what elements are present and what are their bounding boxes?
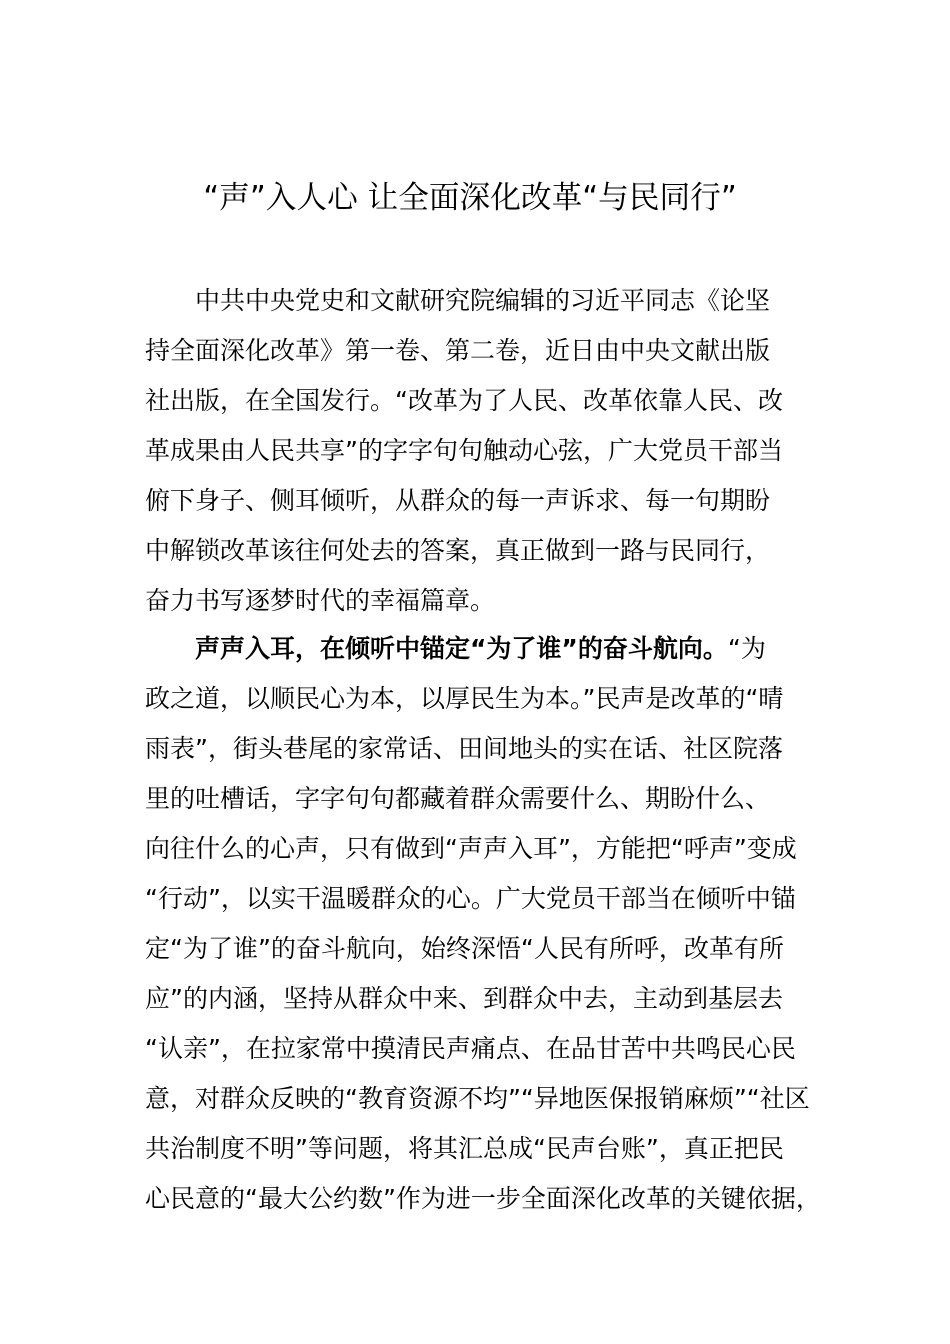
paragraph-2-line: 定“为了谁”的奋斗航向，始终深悟“人民有所呼，改革有所: [145, 934, 784, 963]
paragraph-1-line: 中共中央党史和文献研究院编辑的习近平同志《论坚: [195, 286, 771, 315]
paragraph-2-line: 应”的内涵，坚持从群众中来、到群众中去，主动到基层去: [145, 984, 783, 1013]
paragraph-2-line: 政之道，以顺民心为本，以厚民生为本。”民声是改革的“晴: [145, 684, 784, 713]
document-title: “声”入人心 让全面深化改革“与民同行”: [203, 180, 737, 216]
paragraph-1-line: 革成果由人民共享”的字字句句触动心弦，广大党员干部当: [145, 436, 783, 465]
paragraph-2-lead-heading: 声声入耳，在倾听中锚定“为了谁”的奋斗航向。: [195, 634, 728, 663]
paragraph-2-line: 雨表”，街头巷尾的家常话、田间地头的实在话、社区院落: [145, 734, 783, 763]
paragraph-2-line: 向往什么的心声，只有做到“声声入耳”，方能把“呼声”变成: [145, 834, 797, 863]
paragraph-1-line: 社出版，在全国发行。“改革为了人民、改革依靠人民、改: [145, 386, 783, 415]
paragraph-2-first-line: [195, 631, 885, 667]
paragraph-2-line: “认亲”，在拉家常中摸清民声痛点、在品甘苦中共鸣民心民: [145, 1034, 796, 1063]
paragraph-1-line: 奋力书写逐梦时代的幸福篇章。: [145, 586, 496, 615]
paragraph-1-line: 俯下身子、侧耳倾听，从群众的每一声诉求、每一句期盼: [145, 486, 771, 515]
paragraph-2-line: “行动”，以实干温暖群众的心。广大党员干部当在倾听中锚: [145, 884, 796, 913]
paragraph-2-line: 里的吐槽话，字字句句都藏着群众需要什么、期盼什么、: [145, 784, 771, 813]
paragraph-2-line: 共治制度不明”等问题，将其汇总成“民声台账”，真正把民: [145, 1134, 784, 1163]
paragraph-1-line: 持全面深化改革》第一卷、第二卷，近日由中央文献出版: [145, 336, 771, 365]
paragraph-2-first-line-rest: “为: [727, 634, 766, 663]
paragraph-2-line: 意，对群众反映的“教育资源不均”“异地医保报销麻烦”“社区: [145, 1084, 810, 1113]
paragraph-2-line: 心民意的“最大公约数”作为进一步全面深化改革的关键依据，: [145, 1184, 821, 1213]
paragraph-1-line: 中解锁改革该往何处去的答案，真正做到一路与民同行，: [145, 536, 771, 565]
